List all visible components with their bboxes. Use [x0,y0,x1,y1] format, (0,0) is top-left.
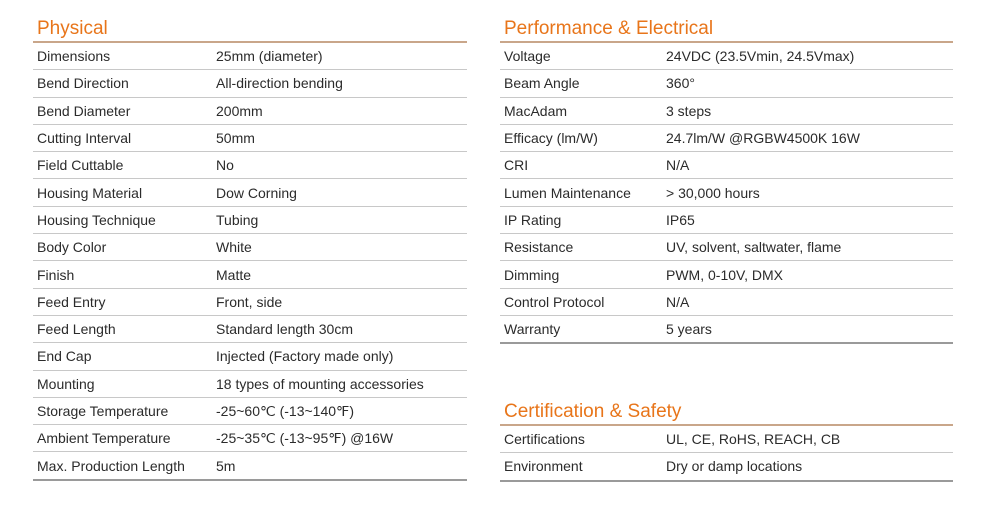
spec-row [33,452,467,480]
spec-value: UV, solvent, saltwater, flame [662,234,953,261]
spec-row [33,43,467,70]
spec-value: All-direction bending [212,70,467,97]
physical-title: Physical [33,17,467,43]
spec-row [33,315,467,342]
performance-section [500,17,953,344]
spec-label: Environment [500,453,662,481]
certification-title: Certification & Safety [500,400,953,426]
spec-label: Control Protocol [500,288,662,315]
spec-row [33,234,467,261]
spec-label: Certifications [500,426,662,453]
spec-value: IP65 [662,206,953,233]
spec-row [33,425,467,452]
spec-value: PWM, 0-10V, DMX [662,261,953,288]
spec-row [33,152,467,179]
spec-label: Housing Technique [33,206,212,233]
spec-value: Dry or damp locations [662,453,953,481]
spec-row [500,288,953,315]
spec-value: Injected (Factory made only) [212,343,467,370]
spec-row [500,152,953,179]
spec-label: IP Rating [500,206,662,233]
spec-label: Mounting [33,370,212,397]
spec-row [500,234,953,261]
certification-table [500,426,953,482]
spec-value: N/A [662,152,953,179]
spec-label: Dimensions [33,43,212,70]
spec-row [33,70,467,97]
spec-label: Feed Entry [33,288,212,315]
spec-row [500,124,953,151]
spec-row [500,453,953,481]
spec-value: No [212,152,467,179]
spec-value: Matte [212,261,467,288]
spec-label: MacAdam [500,97,662,124]
spec-row [33,97,467,124]
spec-label: Resistance [500,234,662,261]
spec-row [500,70,953,97]
spec-label: Max. Production Length [33,452,212,480]
spec-value: 24VDC (23.5Vmin, 24.5Vmax) [662,43,953,70]
spec-row [500,261,953,288]
spec-value: 24.7lm/W @RGBW4500K 16W [662,124,953,151]
spec-label: End Cap [33,343,212,370]
spec-row [33,288,467,315]
spec-label: CRI [500,152,662,179]
spec-row [33,261,467,288]
spec-value: 5m [212,452,467,480]
spec-value: 50mm [212,124,467,151]
spec-row [500,206,953,233]
performance-table [500,43,953,344]
spec-label: Finish [33,261,212,288]
spec-row [500,315,953,343]
spec-value: N/A [662,288,953,315]
spec-value: 25mm (diameter) [212,43,467,70]
spec-label: Storage Temperature [33,397,212,424]
spec-row [33,343,467,370]
spec-value: Tubing [212,206,467,233]
spec-value: 5 years [662,315,953,343]
spec-row [500,179,953,206]
spec-row [33,397,467,424]
spec-row [33,206,467,233]
spec-value: Standard length 30cm [212,315,467,342]
physical-rows [33,43,467,480]
spec-label: Dimming [500,261,662,288]
spec-row [500,43,953,70]
spec-label: Cutting Interval [33,124,212,151]
spec-label: Field Cuttable [33,152,212,179]
spec-label: Housing Material [33,179,212,206]
spec-value: Front, side [212,288,467,315]
spec-value: Dow Corning [212,179,467,206]
spec-value: UL, CE, RoHS, REACH, CB [662,426,953,453]
spec-value: -25~60℃ (-13~140℉) [212,397,467,424]
spec-label: Beam Angle [500,70,662,97]
spec-label: Body Color [33,234,212,261]
spec-row [33,124,467,151]
spec-label: Bend Diameter [33,97,212,124]
spec-label: Efficacy (lm/W) [500,124,662,151]
spec-row [33,370,467,397]
spec-label: Voltage [500,43,662,70]
spec-value: -25~35℃ (-13~95℉) @16W [212,425,467,452]
spec-value: White [212,234,467,261]
performance-title: Performance & Electrical [500,17,953,43]
spec-label: Ambient Temperature [33,425,212,452]
performance-rows [500,43,953,343]
spec-label: Feed Length [33,315,212,342]
spec-row [33,179,467,206]
spec-label: Lumen Maintenance [500,179,662,206]
spec-row [500,97,953,124]
certification-section [500,400,953,482]
spec-row [500,426,953,453]
spec-label: Bend Direction [33,70,212,97]
spec-value: 200mm [212,97,467,124]
certification-rows [500,426,953,481]
spec-label: Warranty [500,315,662,343]
spec-value: 18 types of mounting accessories [212,370,467,397]
spec-value: 360° [662,70,953,97]
spec-value: > 30,000 hours [662,179,953,206]
physical-section [33,17,467,481]
spec-value: 3 steps [662,97,953,124]
physical-table [33,43,467,481]
